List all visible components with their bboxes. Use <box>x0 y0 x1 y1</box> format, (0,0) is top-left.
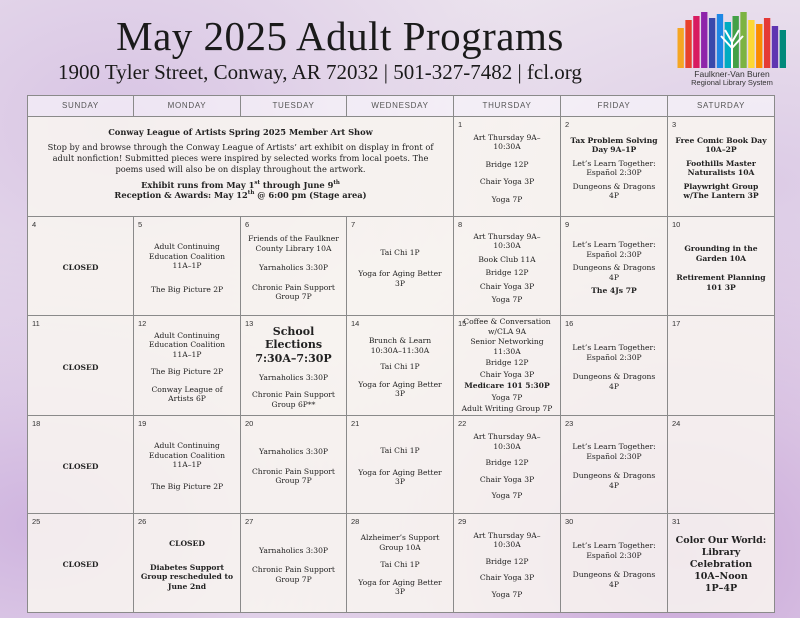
event: Yoga 7P <box>491 589 523 599</box>
event: Art Thursday 9A–10:30A <box>473 231 541 251</box>
day-number: 7 <box>351 220 356 230</box>
event: Yarnaholics 3:30P <box>258 263 329 273</box>
logo-bar <box>709 18 715 68</box>
day-cell-29[interactable] <box>454 514 561 613</box>
day-number: 25 <box>32 517 41 527</box>
event: Chair Yoga 3P <box>479 474 535 484</box>
day-number: 20 <box>245 418 254 428</box>
event: Yoga 7P <box>491 295 523 305</box>
event: Let’s Learn Together: Español 2:30P <box>572 541 656 560</box>
event: Yarnaholics 3:30P <box>258 545 329 555</box>
event: Tai Chi 1P <box>380 247 420 257</box>
day-cell-6[interactable] <box>241 217 347 316</box>
event: Tai Chi 1P <box>380 446 420 456</box>
event: Tai Chi 1P <box>380 560 420 570</box>
day-cell-1[interactable] <box>454 116 561 217</box>
day-cell-10[interactable] <box>668 217 775 316</box>
day-cell-17[interactable] <box>668 315 775 415</box>
event: Dungeons & Dragons 4P <box>572 181 656 201</box>
event: Yoga for Aging Better 3P <box>358 269 442 288</box>
event: Yarnaholics 3:30P <box>258 447 329 457</box>
day-number: 3 <box>672 119 677 129</box>
day-number: 14 <box>351 318 360 328</box>
day-number: 12 <box>138 318 147 328</box>
day-number: 22 <box>458 418 467 428</box>
event: Let’s Learn Together: Español 2:30P <box>572 343 656 362</box>
day-cell-18[interactable] <box>28 415 134 514</box>
event: Tax Problem Solving Day 9A–1P <box>570 135 658 155</box>
event: Let’s Learn Together: Español 2:30P <box>572 240 656 259</box>
day-number: 27 <box>245 517 254 527</box>
event: Yoga 7P <box>491 392 523 402</box>
address-line: 1900 Tyler Street, Conway, AR 72032 | 501-327-7482 | fcl.org <box>58 60 582 84</box>
weekday-header: WEDNESDAY <box>347 96 454 117</box>
week-row <box>28 415 775 514</box>
logo-bar <box>748 20 754 68</box>
event: Diabetes Support Group rescheduled to June 2nd <box>140 562 234 591</box>
day-cell-20[interactable] <box>241 415 347 514</box>
event: The 4Js 7P <box>591 286 637 296</box>
event: Chair Yoga 3P <box>479 177 535 187</box>
event: Medicare 101 5:30P <box>464 381 550 391</box>
event: Free Comic Book Day 10A–2P <box>675 135 767 155</box>
day-number: 21 <box>351 418 360 428</box>
event: Chronic Pain Support Group 6P** <box>252 390 335 409</box>
logo-bar <box>701 12 707 68</box>
day-number: 6 <box>245 220 250 230</box>
event: Chair Yoga 3P <box>479 369 535 379</box>
event: Art Thursday 9A–10:30A <box>473 132 541 152</box>
logo-bar <box>780 30 786 68</box>
event: Adult Continuing Education Coalition 11A–1P <box>148 330 226 359</box>
logo-bar <box>740 12 746 68</box>
day-cell-22[interactable] <box>454 415 561 514</box>
logo-line-2: Regional Library System <box>691 77 773 87</box>
logo-bar <box>756 24 762 68</box>
closed-label: CLOSED <box>62 362 99 372</box>
event: Tai Chi 1P <box>380 362 420 372</box>
logo-line-1: Faulkner-Van Buren <box>694 69 770 79</box>
day-cell-15[interactable] <box>454 315 561 415</box>
event: Bridge 12P <box>485 268 529 278</box>
logo-bar <box>685 20 691 68</box>
event: Yoga for Aging Better 3P <box>358 379 442 398</box>
event: Chronic Pain Support Group 7P <box>252 466 335 486</box>
day-number: 8 <box>458 220 463 230</box>
event: Yarnaholics 3:30P <box>258 372 329 382</box>
closed-label: CLOSED <box>169 539 205 549</box>
day-cell-26[interactable] <box>134 514 241 613</box>
weekday-header: SUNDAY <box>28 96 134 117</box>
day-number: 23 <box>565 418 574 428</box>
event: Bridge 12P <box>485 556 529 566</box>
day-cell-8[interactable] <box>454 217 561 316</box>
day-cell-27[interactable] <box>241 514 347 613</box>
event: Art Thursday 9A–10:30A <box>473 530 541 550</box>
event: Yoga 7P <box>491 491 523 501</box>
day-cell-21[interactable] <box>347 415 454 514</box>
event: Grounding in the Garden 10A <box>684 244 758 263</box>
day-number: 17 <box>672 318 681 328</box>
event: Conway League of Artists 6P <box>151 384 223 404</box>
art-show-reception: Reception & Awards: May 12th @ 6:00 pm (Stage area) <box>114 190 367 201</box>
event: Let’s Learn Together: Español 2:30P <box>572 442 656 461</box>
week-row <box>28 116 775 217</box>
day-cell-13[interactable] <box>241 315 347 415</box>
logo-bar <box>772 26 778 68</box>
event: Dungeons & Dragons 4P <box>572 570 656 589</box>
day-cell-9[interactable] <box>561 217 668 316</box>
day-cell-16[interactable] <box>561 315 668 415</box>
day-cell-7[interactable] <box>347 217 454 316</box>
day-cell-30[interactable] <box>561 514 668 613</box>
art-show-heading: Conway League of Artists Spring 2025 Member Art Show <box>108 126 373 137</box>
event: Yoga for Aging Better 3P <box>358 467 442 487</box>
day-number: 29 <box>458 517 467 527</box>
event: Dungeons & Dragons 4P <box>572 471 656 490</box>
day-number: 1 <box>458 119 463 129</box>
day-cell-4[interactable] <box>28 217 134 316</box>
weekday-header: FRIDAY <box>561 96 668 117</box>
day-cell-14[interactable] <box>347 315 454 415</box>
event: Yoga for Aging Better 3P <box>358 577 442 597</box>
calendar-grid <box>27 95 775 613</box>
weekday-header: SATURDAY <box>668 96 775 117</box>
event: Bridge 12P <box>485 159 529 169</box>
event: The Big Picture 2P <box>150 481 224 491</box>
day-cell-25[interactable] <box>28 514 134 613</box>
event: The Big Picture 2P <box>150 284 224 294</box>
library-logo-icon <box>677 12 787 68</box>
week-row <box>28 217 775 316</box>
event: Brunch & Learn 10:30A–11:30A <box>368 336 432 355</box>
day-number: 9 <box>565 220 570 230</box>
event: Chronic Pain Support Group 7P <box>252 282 335 302</box>
day-cell-23[interactable] <box>561 415 668 514</box>
day-number: 31 <box>672 517 681 527</box>
closed-label: CLOSED <box>62 263 99 273</box>
day-cell-24[interactable] <box>668 415 775 514</box>
event: Foothills Master Naturalists 10A <box>686 158 756 178</box>
logo-bar <box>764 18 770 68</box>
event: Chronic Pain Support Group 7P <box>252 565 335 584</box>
day-cell-5[interactable] <box>134 217 241 316</box>
event: Adult Writing Group 7P <box>461 403 553 413</box>
event: Bridge 12P <box>485 358 529 368</box>
event: School Elections 7:30A–7:30P <box>255 325 332 365</box>
weekday-header: MONDAY <box>134 96 241 117</box>
day-cell-3[interactable] <box>668 116 775 217</box>
art-show-description: Stop by and browse through the Conway League of Artists’ art exhibit on display in front of adult nonfiction! Submitted pieces were inspired by selected works from local poets. The poems used will also be on display throughout the artwork. <box>47 142 434 174</box>
event: Adult Continuing Education Coalition 11A–1P <box>148 441 226 470</box>
event: Art Thursday 9A–10:30A <box>473 432 541 451</box>
day-number: 26 <box>138 517 147 527</box>
event: Senior Networking 11:30A <box>470 337 544 356</box>
library-logo[interactable] <box>673 12 791 92</box>
event: Book Club 11A <box>478 254 536 264</box>
event: Chair Yoga 3P <box>479 573 535 583</box>
day-number: 5 <box>138 220 143 230</box>
week-row <box>28 514 775 613</box>
event: Bridge 12P <box>485 458 529 468</box>
event: Alzheimer’s Support Group 10A <box>360 533 440 552</box>
day-number: 15 <box>458 318 467 328</box>
day-number: 28 <box>351 517 360 527</box>
weekday-header: TUESDAY <box>241 96 347 117</box>
closed-label: CLOSED <box>62 461 99 471</box>
day-cell-19[interactable] <box>134 415 241 514</box>
event: Adult Continuing Education Coalition 11A–1P <box>148 242 226 271</box>
day-number: 4 <box>32 220 37 230</box>
day-number: 13 <box>245 318 254 328</box>
event: Friends of the Faulkner County Library 10A <box>248 234 339 253</box>
day-number: 30 <box>565 517 574 527</box>
weekday-header: THURSDAY <box>454 96 561 117</box>
day-number: 2 <box>565 119 570 129</box>
weekday-header-row <box>28 96 775 117</box>
logo-bar <box>717 14 723 68</box>
art-show-announcement <box>28 116 454 217</box>
day-number: 16 <box>565 318 574 328</box>
day-cell-11[interactable] <box>28 315 134 415</box>
day-cell-12[interactable] <box>134 315 241 415</box>
day-number: 10 <box>672 220 681 230</box>
closed-label: CLOSED <box>62 560 99 570</box>
page-title: May 2025 Adult Programs <box>116 13 564 59</box>
logo-bar <box>678 28 684 68</box>
week-row <box>28 315 775 415</box>
day-number: 11 <box>32 318 40 328</box>
event: Let’s Learn Together: Español 2:30P <box>572 158 656 178</box>
day-number: 18 <box>32 418 41 428</box>
day-cell-31[interactable] <box>668 514 775 613</box>
day-cell-2[interactable] <box>561 116 668 217</box>
event: The Big Picture 2P <box>150 367 224 377</box>
logo-tree <box>721 30 743 68</box>
event: 10A–Noon <box>694 571 748 583</box>
day-number: 24 <box>672 418 681 428</box>
day-number: 19 <box>138 418 147 428</box>
event: 1P–4P <box>704 582 738 594</box>
event: Retirement Planning 101 3P <box>676 273 766 292</box>
event: Chair Yoga 3P <box>479 281 535 291</box>
day-cell-28[interactable] <box>347 514 454 613</box>
event: Dungeons & Dragons 4P <box>572 372 656 391</box>
logo-bar <box>693 16 699 68</box>
event: Coffee & Conversation w/CLA 9A <box>463 317 551 336</box>
art-show-runs: Exhibit runs from May 1st through June 9th <box>141 179 340 190</box>
event: Dungeons & Dragons 4P <box>572 263 656 282</box>
event: Playwright Group w/The Lantern 3P <box>683 181 759 201</box>
event: Yoga 7P <box>491 194 523 204</box>
event: Color Our World: Library Celebration <box>675 535 767 571</box>
